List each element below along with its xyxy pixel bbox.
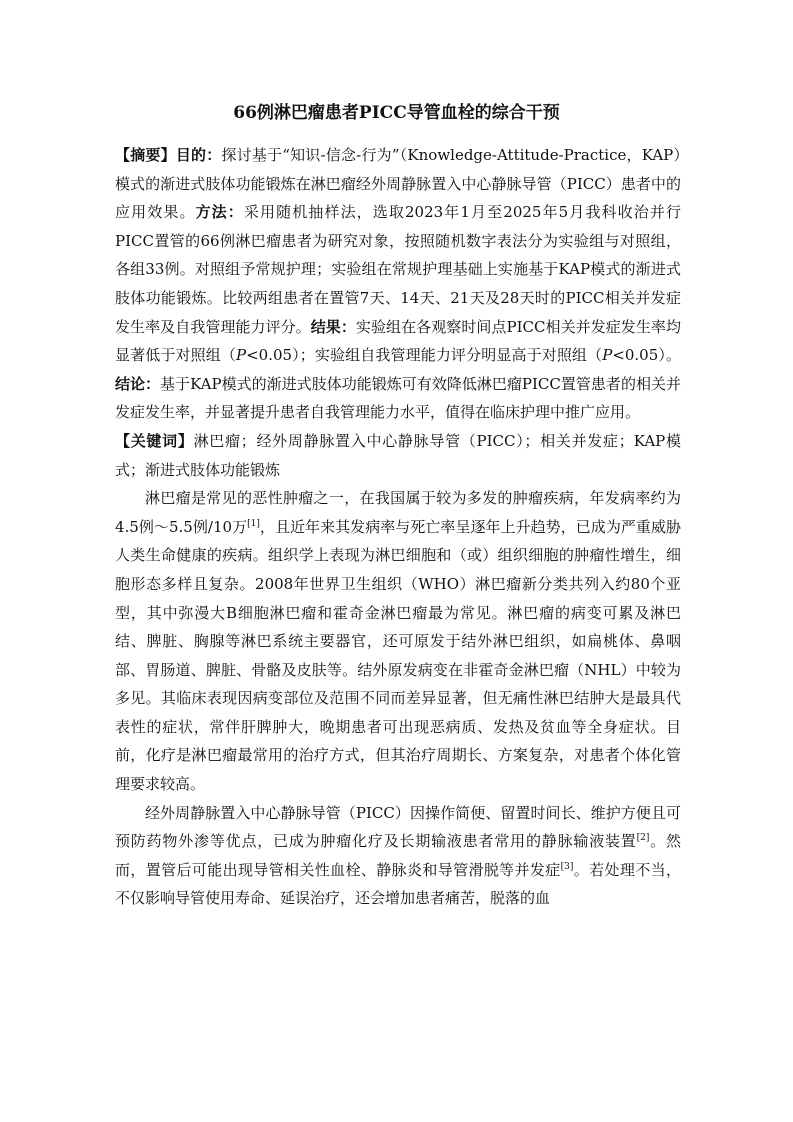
p-value-symbol: P <box>235 346 247 365</box>
method-text: 采用随机抽样法，选取2023年1月至2025年5月我科收治并行PICC置管的66例淋巴瘤患者为研究对象，按照随机数字表法分为实验组与对照组，各组33例。对照组予常规护理；实验组在常规护理基础上实施基于KAP模式的渐进式肢体功能锻炼。比较两组患者在置管7天、14天、21天及28天时的PICC相关并发症发生率及自我管理能力评分。 <box>115 203 681 336</box>
result-label: 结果： <box>310 317 356 336</box>
keywords-paragraph <box>115 427 681 484</box>
method-label: 方法： <box>195 203 244 222</box>
conclusion-text: 基于KAP模式的渐进式肢体功能锻炼可有效降低淋巴瘤PICC置管患者的相关并发症发生率，并显著提升患者自我管理能力水平，值得在临床护理中推广应用。 <box>115 374 681 422</box>
purpose-text: 探讨基于“知识-信念-行为”（Knowledge-Attitude-Practice，KAP）模式的渐进式肢体功能锻炼在淋巴瘤经外周静脉置入中心静脉导管（PICC）患者中的应用效果。 <box>115 146 681 222</box>
citation-ref: [3] <box>560 861 574 872</box>
body-paragraph-2 <box>115 799 681 913</box>
paragraph-text: ，且近年来其发病率与死亡率呈逐年上升趋势，已成为严重威胁人类生命健康的疾病。组织学上表现为淋巴细胞和（或）组织细胞的肿瘤性增生，细胞形态多样且复杂。2008年世界卫生组织（WHO）淋巴瘤新分类共列入约80个亚型，其中弥漫大B细胞淋巴瘤和霍奇金淋巴瘤最为常见。淋巴瘤的病变可累及淋巴结、脾脏、胸腺等淋巴系统主要器官，还可原发于结外淋巴组织，如扁桃体、鼻咽部、胃肠道、脾脏、骨骼及皮肤等。结外原发病变在非霍奇金淋巴瘤（NHL）中较为多见。其临床表现因病变部位及范围不同而差异显著，但无痛性淋巴结肿大是最具代表性的症状，常伴肝脾肿大，晚期患者可出现恶病质、发热及贫血等全身症状。目前，化疗是淋巴瘤最常用的治疗方式，但其治疗周期长、方案复杂，对患者个体化管理要求较高。 <box>115 517 681 794</box>
citation-ref: [1] <box>247 518 260 529</box>
conclusion-label: 结论： <box>115 374 161 393</box>
keywords-label: 【关键词】 <box>115 431 194 450</box>
result-text: <0.05）。 <box>612 346 681 365</box>
keywords-text: 淋巴瘤；经外周静脉置入中心静脉导管（PICC）；相关并发症；KAP模式；渐进式肢体功能锻炼 <box>115 431 681 479</box>
abstract-paragraph <box>115 141 681 427</box>
paragraph-text: 淋巴瘤是常见的恶性肿瘤之一，在我国属于较为多发的肿瘤疾病，年发病率约为4.5例～5.5例/10万 <box>115 489 681 536</box>
paragraph-text: 经外周静脉置入中心静脉导管（PICC）因操作简便、留置时间长、维护方便且可预防药物外渗等优点，已成为肿瘤化疗及长期输液患者常用的静脉输液装置 <box>115 803 681 851</box>
result-text: 实验组在各观察时间点PICC相关并发症发生率均显著低于对照组（ <box>115 317 681 365</box>
result-text: <0.05）；实验组自我管理能力评分明显高于对照组（ <box>246 346 603 365</box>
body-paragraph-1 <box>115 484 681 799</box>
purpose-label: 目的： <box>175 146 222 164</box>
paragraph-text: 。然而，置管后可能出现导管相关性血栓、静脉炎和导管滑脱等并发症 <box>115 832 681 879</box>
paragraph-text: 。若处理不当，不仅影响导管使用寿命、延误治疗，还会增加患者痛苦，脱落的血 <box>115 860 681 908</box>
p-value-symbol: P <box>602 346 613 365</box>
document-body <box>115 141 681 913</box>
citation-ref: [2] <box>636 833 650 844</box>
document-title: 66例淋巴瘤患者PICC导管血栓的综合干预 <box>233 103 560 123</box>
abstract-label: 【摘要】 <box>115 146 176 164</box>
